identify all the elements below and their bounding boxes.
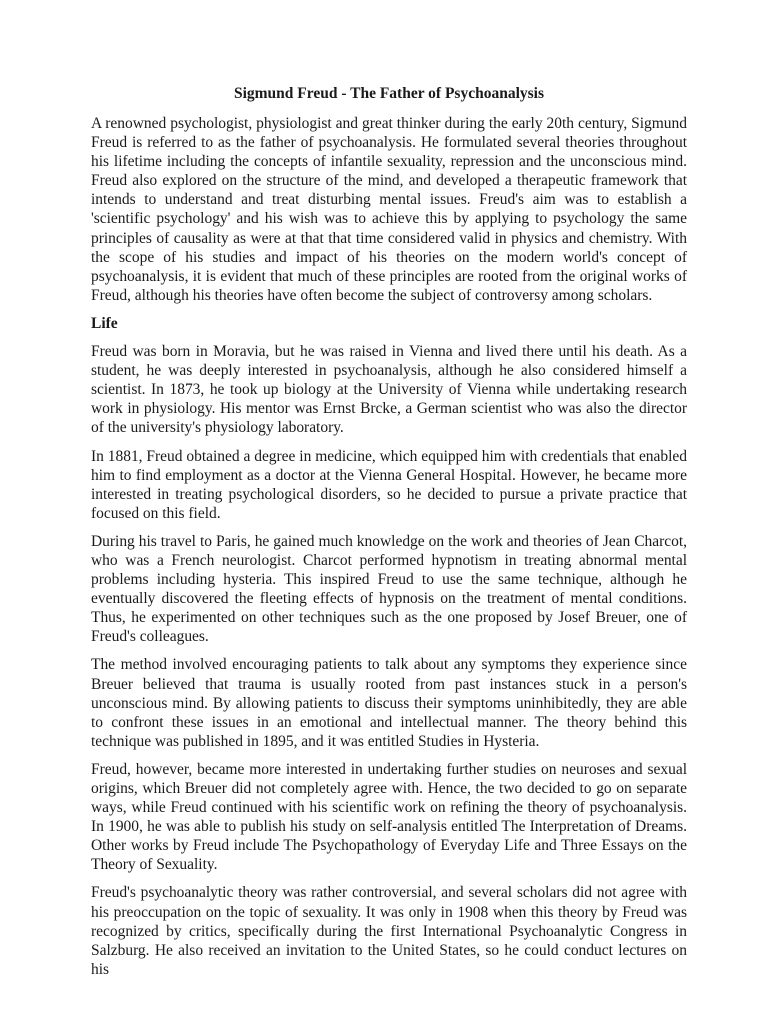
body-paragraph: Freud was born in Moravia, but he was raised in Vienna and lived there until his death. As a student, he was deeply interested in psychoanalysis, although he also considered himself a scientist. In 1873, he took up biology at the University of Vienna while undertaking research work in physiology. His mentor was Ernst Brcke, a German scientist who was also the director of the university's physiology laboratory.	[91, 343, 687, 437]
document-page	[91, 84, 687, 988]
body-paragraph: In 1881, Freud obtained a degree in medicine, which equipped him with credentials that enabled him to find employment as a doctor at the Vienna General Hospital. However, he became more interested in treating psychological disorders, so he decided to pursue a private practice that focused on this field.	[91, 447, 687, 522]
body-paragraph: Freud's psychoanalytic theory was rather controversial, and several scholars did not agree with his preoccupation on the topic of sexuality. It was only in 1908 when this theory by Freud was recognized by critics, specifically during the first International Psychoanalytic Congress in Salzburg. He also received an invitation to the United States, so he could conduct lectures on his	[91, 884, 687, 978]
body-paragraph: The method involved encouraging patients to talk about any symptoms they experience since Breuer believed that trauma is usually rooted from past instances stuck in a person's unconscious mind. By allowing patients to discuss their symptoms uninhibitedly, they are able to confront these issues in an emotional and intellectual manner. The theory behind this technique was published in 1895, and it was entitled Studies in Hysteria.	[91, 656, 687, 750]
body-paragraph: Freud, however, became more interested in undertaking further studies on neuroses and sexual origins, which Breuer did not completely agree with. Hence, the two decided to go on separate ways, while Freud continued with his scientific work on refining the theory of psychoanalysis. In 1900, he was able to publish his study on self-analysis entitled The Interpretation of Dreams. Other works by Freud include The Psychopathology of Everyday Life and Three Essays on the Theory of Sexuality.	[91, 760, 687, 874]
section-heading-life: Life	[91, 314, 118, 332]
document-title: Sigmund Freud - The Father of Psychoanalysis	[233, 85, 545, 102]
body-paragraph: During his travel to Paris, he gained much knowledge on the work and theories of Jean Charcot, who was a French neurologist. Charcot performed hypnotism in treating abnormal mental problems including hysteria. This inspired Freud to use the same technique, although he eventually discovered the fleeting effects of hypnosis on the treatment of mental conditions. Thus, he experimented on other techniques such as the one proposed by Josef Breuer, one of Freud's colleagues.	[91, 532, 687, 646]
intro-paragraph: A renowned psychologist, physiologist and great thinker during the early 20th century, Sigmund Freud is referred to as the father of psychoanalysis. He formulated several theories throughout his lifetime including the concepts of infantile sexuality, repression and the unconscious mind. Freud also explored on the structure of the mind, and developed a therapeutic framework that intends to understand and treat disturbing mental issues. Freud's aim was to establish a 'scientific psychology' and his wish was to achieve this by applying to psychology the same principles of causality as were at that that time considered valid in physics and chemistry. With the scope of his studies and impact of his theories on the modern world's concept of psychoanalysis, it is evident that much of these principles are rooted from the original works of Freud, although his theories have often become the subject of controversy among scholars.	[91, 115, 687, 304]
